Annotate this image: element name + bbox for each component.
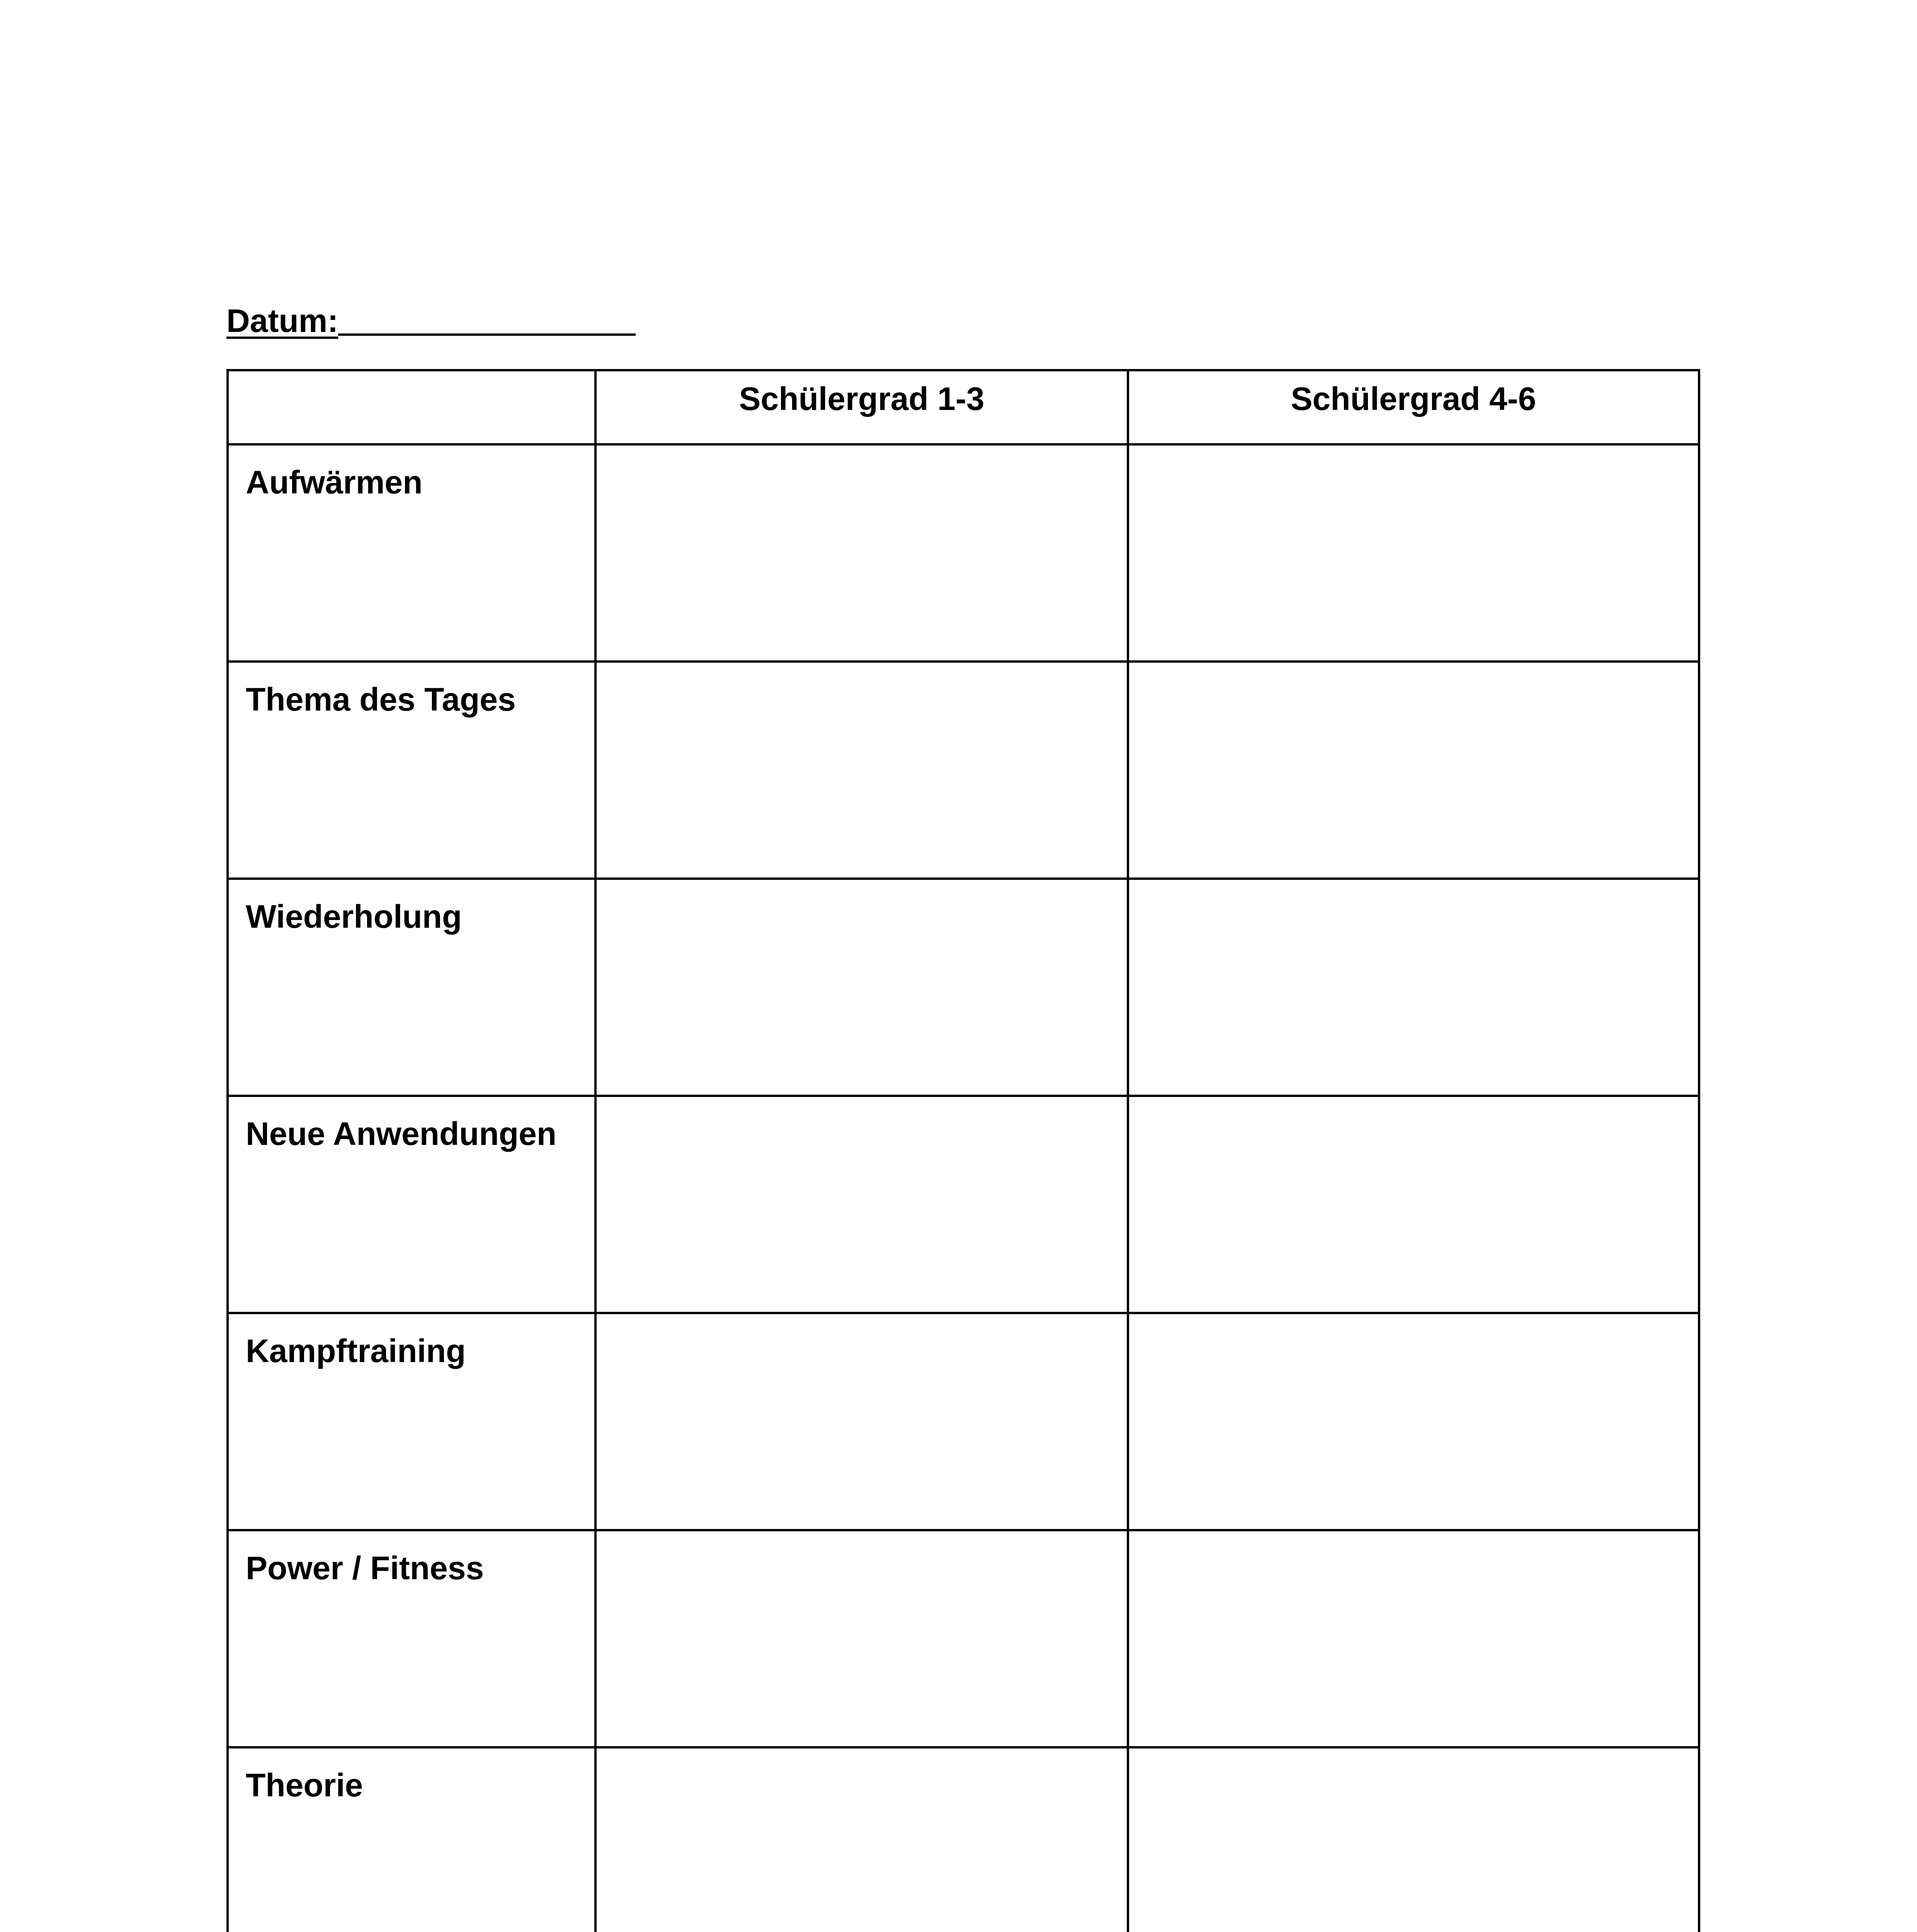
table-row <box>228 444 1699 662</box>
training-plan-table <box>226 369 1700 1932</box>
cell-grade-1-3[interactable] <box>595 879 1128 1096</box>
table-row <box>228 1313 1699 1530</box>
cell-grade-4-6[interactable] <box>1128 444 1699 662</box>
header-cell-grade-1-3: Schülergrad 1-3 <box>595 370 1128 444</box>
date-field <box>226 298 636 344</box>
date-label: Datum: <box>226 303 338 339</box>
cell-grade-4-6[interactable] <box>1128 662 1699 879</box>
cell-grade-1-3[interactable] <box>595 1747 1128 1932</box>
row-label: Power / Fitness <box>228 1530 595 1747</box>
cell-grade-1-3[interactable] <box>595 444 1128 662</box>
table-row <box>228 879 1699 1096</box>
cell-grade-4-6[interactable] <box>1128 1096 1699 1313</box>
row-label: Neue Anwendungen <box>228 1096 595 1313</box>
cell-grade-4-6[interactable] <box>1128 1747 1699 1932</box>
cell-grade-4-6[interactable] <box>1128 879 1699 1096</box>
row-label: Wiederholung <box>228 879 595 1096</box>
cell-grade-1-3[interactable] <box>595 1313 1128 1530</box>
cell-grade-1-3[interactable] <box>595 1530 1128 1747</box>
table-row <box>228 1530 1699 1747</box>
table-header-row <box>228 370 1699 444</box>
table-row <box>228 1747 1699 1932</box>
row-label: Aufwärmen <box>228 444 595 662</box>
cell-grade-4-6[interactable] <box>1128 1530 1699 1747</box>
date-blank-line[interactable] <box>338 333 636 336</box>
cell-grade-4-6[interactable] <box>1128 1313 1699 1530</box>
row-label: Kampftraining <box>228 1313 595 1530</box>
row-label: Theorie <box>228 1747 595 1932</box>
table-row <box>228 1096 1699 1313</box>
row-label: Thema des Tages <box>228 662 595 879</box>
cell-grade-1-3[interactable] <box>595 1096 1128 1313</box>
table-row <box>228 662 1699 879</box>
header-cell-empty <box>228 370 595 444</box>
cell-grade-1-3[interactable] <box>595 662 1128 879</box>
header-cell-grade-4-6: Schülergrad 4-6 <box>1128 370 1699 444</box>
